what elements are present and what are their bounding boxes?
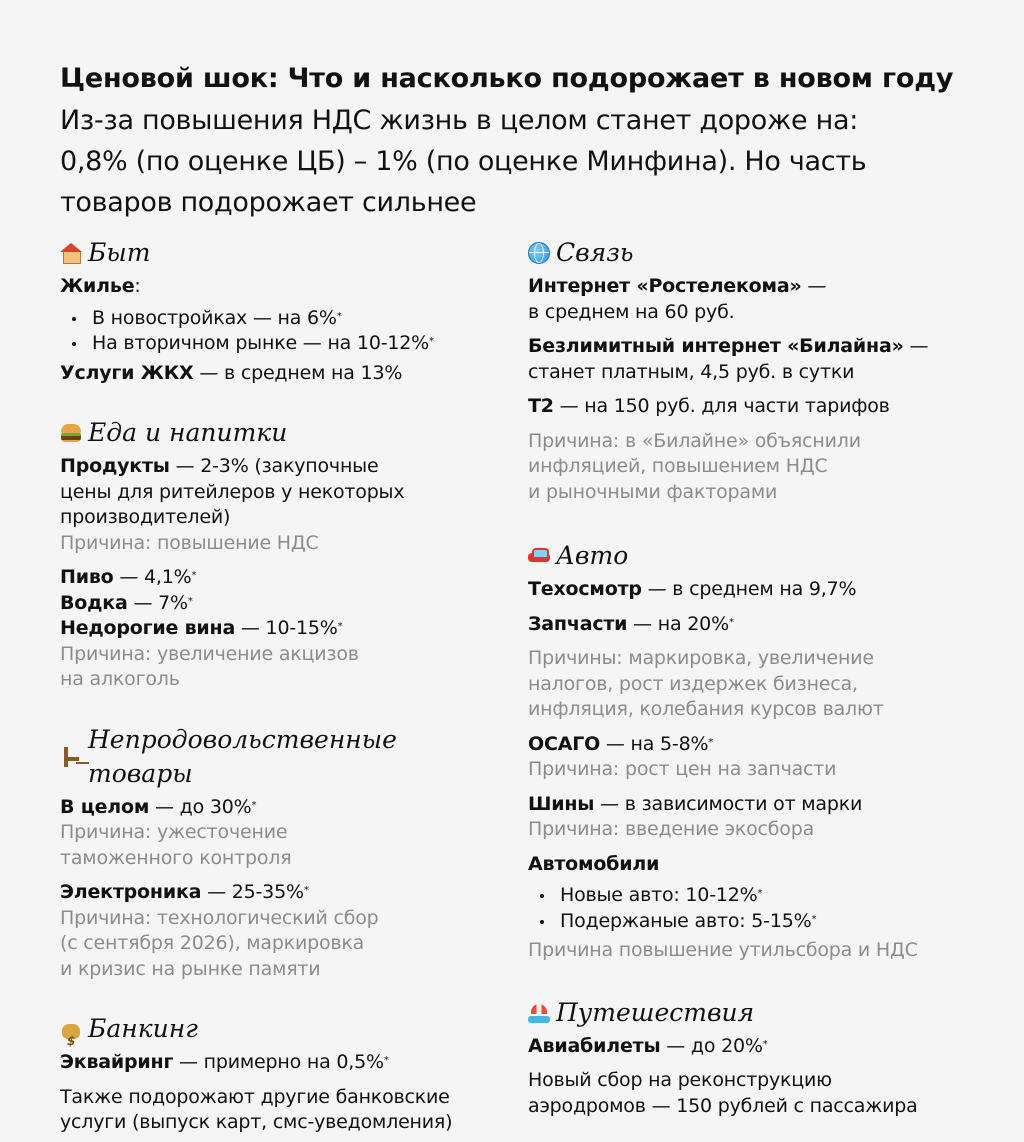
parts-line: Запчасти — на 20%* <box>528 612 734 635</box>
rostelecom-value: в среднем на 60 руб. <box>528 300 735 323</box>
section-telecom-heading: Связь <box>528 236 978 270</box>
products-line-3: производителей) <box>60 506 231 528</box>
parts-reason-2: налогов, рост издержек бизнеса, <box>528 672 858 695</box>
header <box>60 58 960 223</box>
products-reason: Причина: повышение НДС <box>60 531 319 554</box>
section-banking-heading: $ Банкинг <box>60 1012 500 1046</box>
electronics-reason-3: и кризис на рынке памяти <box>60 957 321 980</box>
alcohol-reason-1: Причина: увеличение акцизов <box>60 642 359 665</box>
lead-line-1: Из-за повышения НДС жизнь в целом станет дороже на: <box>60 105 858 136</box>
cars-list <box>528 883 978 934</box>
list-item: В новостройках — на 6%* <box>92 306 500 332</box>
list-item: Подержаные авто: 5-15%* <box>560 909 978 935</box>
banking-note-1: Также подорожают другие банковские <box>60 1085 450 1108</box>
page-title: Ценовой шок: Что и насколько подорожает в новом году <box>60 63 954 94</box>
air-line: Авиабилеты — до 20%* <box>528 1034 768 1057</box>
osago-line: ОСАГО — на 5-8%* <box>528 732 714 755</box>
money-bag-icon <box>60 1018 82 1040</box>
telecom-reason-2: инфляцией, повышением НДС <box>528 455 828 477</box>
electronics-reason-2: (с сентября 2026), маркировка <box>60 932 365 954</box>
parts-reason-3: инфляция, колебания курсов валют <box>528 698 884 720</box>
products-line: Продукты — 2-3% (закупочные <box>60 455 379 477</box>
t2-line: Т2 — на 150 руб. для части тарифов <box>528 395 890 417</box>
tires-reason: Причина: введение экосбора <box>528 818 815 840</box>
lead-line-2: 0,8% (по оценке ЦБ) – 1% (по оценке Минфина). Но часть <box>60 146 867 177</box>
nonfood-total-line: В целом — до 30%* <box>60 795 257 818</box>
section-nonfood-heading: Непродовольственные товары <box>60 723 500 791</box>
chair-icon <box>60 746 82 768</box>
globe-icon <box>528 242 550 264</box>
acquiring-line: Эквайринг — примерно на 0,5%* <box>60 1051 389 1073</box>
alcohol-reason-2: на алкоголь <box>60 668 180 690</box>
electronics-reason-1: Причина: технологический сбор <box>60 906 379 929</box>
products-line-2: цены для ритейлеров у некоторых <box>60 480 405 503</box>
telecom-reason-1: Причина: в «Билайне» объяснили <box>528 429 861 452</box>
rostelecom-line: Интернет «Ростелекома» — <box>528 275 827 297</box>
housing-line: Жилье: <box>60 275 141 297</box>
beeline-value: станет платным, 4,5 руб. в сутки <box>528 360 855 383</box>
nonfood-reason-1: Причина: ужесточение <box>60 821 288 843</box>
section-auto-heading: Авто <box>528 539 978 573</box>
vodka-line: Водка — 7%* <box>60 591 193 614</box>
car-icon <box>528 545 550 567</box>
inspection-line: Техосмотр — в среднем на 9,7% <box>528 578 857 600</box>
electronics-line: Электроника — 25-35%* <box>60 881 309 903</box>
telecom-reason-3: и рыночными факторами <box>528 480 778 503</box>
left-column <box>60 236 500 1136</box>
right-column <box>528 236 978 1119</box>
housing-list <box>60 306 500 357</box>
air-fee-2: аэродромов — 150 рублей с пассажира <box>528 1094 918 1117</box>
nonfood-reason-2: таможенного контроля <box>60 846 292 869</box>
osago-reason: Причина: рост цен на запчасти <box>528 758 837 780</box>
lead-line-3: товаров подорожает сильнее <box>60 187 477 218</box>
parts-reason-1: Причины: маркировка, увеличение <box>528 647 874 669</box>
cars-label: Автомобили <box>528 852 660 875</box>
section-food-heading: Еда и напитки <box>60 416 500 450</box>
tires-line: Шины — в зависимости от марки <box>528 792 863 815</box>
list-item: Новые авто: 10-12%* <box>560 883 978 909</box>
banking-note-2: услуги (выпуск карт, смс-уведомления) <box>60 1111 453 1133</box>
beer-line: Пиво — 4,1%* <box>60 566 197 588</box>
beeline-line: Безлимитный интернет «Билайна» — <box>528 335 929 357</box>
section-byt-heading: Быт <box>60 236 500 270</box>
burger-icon <box>60 422 82 444</box>
list-item: На вторичном рынке — на 10-12%* <box>92 331 500 357</box>
zhkh-line: Услуги ЖКХ — в среднем на 13% <box>60 361 403 384</box>
cars-reason: Причина повышение утильсбора и НДС <box>528 939 918 961</box>
house-icon <box>60 242 82 264</box>
air-fee-1: Новый сбор на реконструкцию <box>528 1069 832 1091</box>
beach-umbrella-icon <box>528 1002 550 1024</box>
section-travel-heading: Путешествия <box>528 996 978 1030</box>
wine-line: Недорогие вина — 10-15%* <box>60 617 343 639</box>
